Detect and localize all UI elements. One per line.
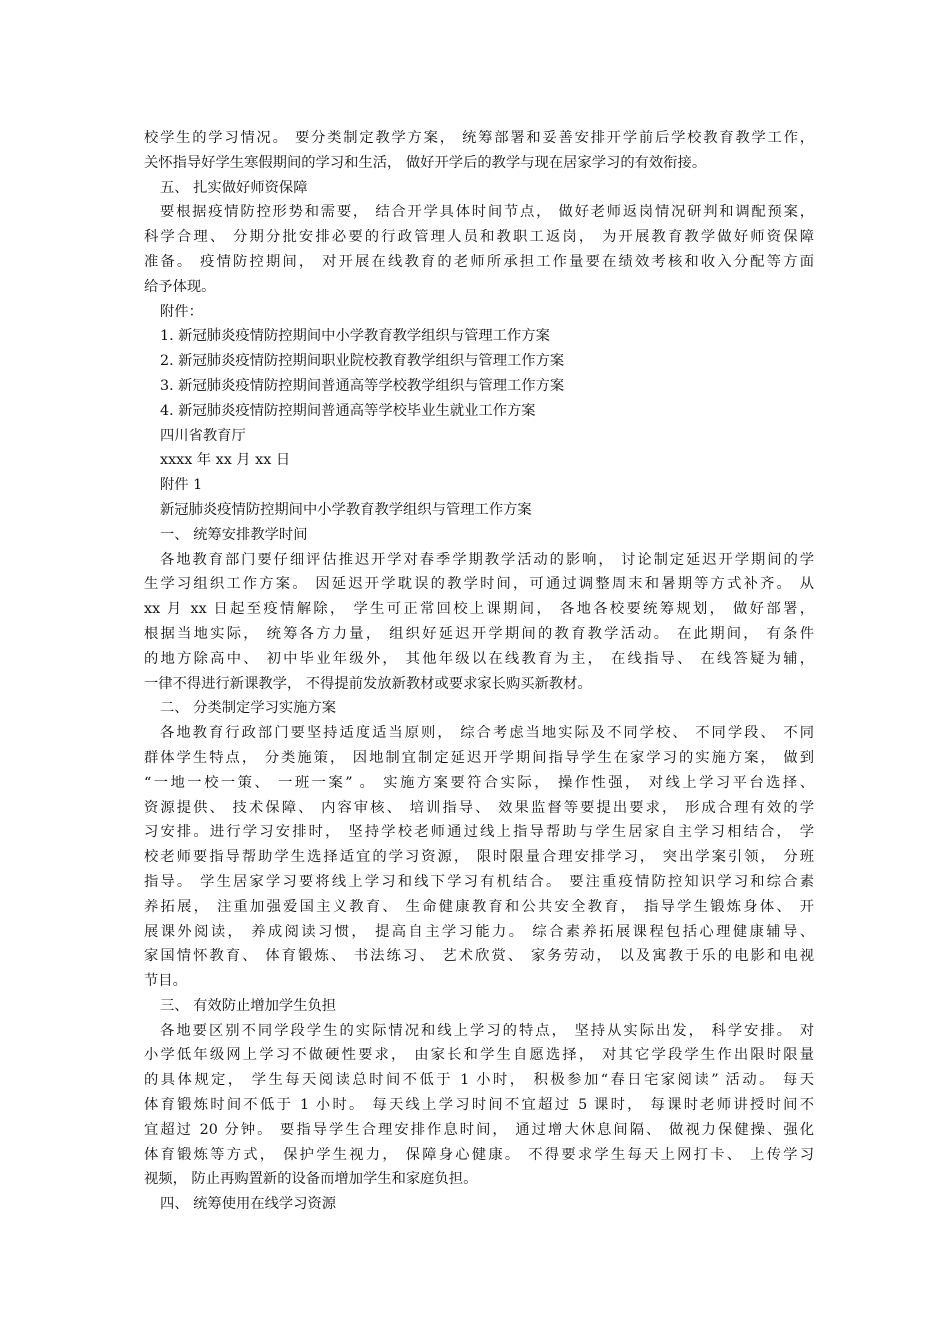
- text-line: 群体学生特点， 分类施策， 因地制宜制定延迟开学期间指导学生在家学习的实施方案， 做到: [144, 749, 814, 766]
- section-heading: 四、 统筹使用在线学习资源: [160, 1196, 337, 1213]
- attachment-item: 2. 新冠肺炎疫情防控期间职业院校教育教学组织与管理工作方案: [160, 353, 565, 370]
- text-line: 养拓展， 注重加强爱国主义教育、 生命健康教育和公共安全教育， 指导学生锻炼身体、 开: [144, 898, 814, 915]
- document-body: [144, 126, 814, 1217]
- text-line: 校老师要指导帮助学生选择适宜的学习资源， 限时限量合理安排学习， 突出学案引领， 分班: [144, 849, 814, 866]
- section-heading: 二、 分类制定学习实施方案: [160, 700, 337, 717]
- text-line: 各地教育部门要仔细评估推迟开学对春季学期教学活动的影响， 讨论制定延迟开学期间的学: [160, 551, 814, 568]
- text-line: 习安排。进行学习安排时， 坚持学校老师通过线上指导帮助与学生居家自主学习相结合， 学: [144, 824, 814, 841]
- text-line: 要根据疫情防控形势和需要， 结合开学具体时间节点， 做好老师返岗情况研判和调配预案，: [160, 204, 814, 221]
- issue-date: xxxx 年 xx 月 xx 日: [160, 452, 291, 469]
- text-line: 关怀指导好学生寒假期间的学习和生活， 做好开学后的教学与现在居家学习的有效衔接。: [144, 154, 707, 171]
- text-line: xx 月 xx 日起至疫情解除， 学生可正常回校上课期间， 各地各校要统筹规划， 做好部署，: [144, 601, 814, 618]
- attachment-label: 附件 1: [160, 477, 203, 494]
- text-line: 体育锻炼等方式， 保护学生视力， 保障身心健康。 不得要求学生每天上网打卡、 上传学习: [144, 1146, 814, 1163]
- section-heading: 一、 统筹安排教学时间: [160, 526, 308, 543]
- section-heading: 五、 扎实做好师资保障: [160, 179, 308, 196]
- text-line: 各地要区别不同学段学生的实际情况和线上学习的特点， 坚持从实际出发， 科学安排。 对: [160, 1022, 814, 1039]
- text-line: 根据当地实际， 统筹各方力量， 组织好延迟开学期间的教育教学活动。 在此期间， 有条件: [144, 625, 814, 642]
- text-line: 的地方除高中、 初中毕业年级外， 其他年级以在线教育为主， 在线指导、 在线答疑为辅，: [144, 650, 814, 667]
- text-line: 家国情怀教育、 体育锻炼、 书法练习、 艺术欣赏、 家务劳动， 以及寓教于乐的电影和电视: [144, 948, 814, 965]
- text-line: 体育锻炼时间不低于 1 小时。 每天线上学习时间不宜超过 5 课时， 每课时老师讲授时间不: [144, 1097, 814, 1114]
- text-line: 宜超过 20 分钟。 要指导学生合理安排作息时间， 通过增大休息间隔、 做视力保健操、强化: [144, 1121, 814, 1138]
- text-line: 一律不得进行新课教学， 不得提前发放新教材或要求家长购买新教材。: [144, 675, 592, 692]
- text-line: 展课外阅读， 养成阅读习惯， 提高自主学习能力。 综合素养拓展课程包括心理健康辅导、: [144, 923, 814, 940]
- attachment-heading: 附件：: [160, 303, 203, 320]
- attachment-item: 3. 新冠肺炎疫情防控期间普通高等学校教学组织与管理工作方案: [160, 377, 565, 394]
- text-line: 各地教育行政部门要坚持适度适当原则， 综合考虑当地实际及不同学校、 不同学段、 不同: [160, 725, 814, 742]
- document-title: 新冠肺炎疫情防控期间中小学教育教学组织与管理工作方案: [160, 501, 532, 518]
- attachment-item: 4. 新冠肺炎疫情防控期间普通高等学校毕业生就业工作方案: [160, 402, 536, 419]
- section-heading: 三、 有效防止增加学生负担: [160, 997, 337, 1014]
- text-line: 准备。 疫情防控期间， 对开展在线教育的老师所承担工作量要在绩效考核和收入分配等方面: [144, 253, 814, 270]
- text-line: 校学生的学习情况。 要分类制定教学方案， 统筹部署和妥善安排开学前后学校教育教学工作，: [144, 130, 814, 146]
- text-line: 科学合理、 分期分批安排必要的行政管理人员和教职工返岗， 为开展教育教学做好师资保障: [144, 229, 814, 246]
- text-line: 小学低年级网上学习不做硬性要求， 由家长和学生自愿选择， 对其它学段学生作出限时限量: [144, 1047, 814, 1064]
- attachment-item: 1. 新冠肺炎疫情防控期间中小学教育教学组织与管理工作方案: [160, 328, 550, 345]
- text-line: 给予体现。: [144, 278, 216, 295]
- text-line: 生学习组织工作方案。 因延迟开学耽误的教学时间，可通过调整周末和暑期等方式补齐。 从: [144, 576, 814, 593]
- text-line: 的具体规定， 学生每天阅读总时间不低于 1 小时， 积极参加“春日宅家阅读” 活动。 每天: [144, 1072, 814, 1089]
- issuer: 四川省教育厅: [160, 427, 246, 444]
- text-line: 视频， 防止再购置新的设备而增加学生和家庭负担。: [144, 1171, 478, 1188]
- text-line: 资源提供、 技术保障、 内容审核、 培训指导、 效果监督等要提出要求， 形成合理有效的学: [144, 799, 814, 816]
- text-line: 节目。: [144, 973, 187, 990]
- text-line: “一地一校一策、 一班一案” 。 实施方案要符合实际， 操作性强， 对线上学习平台选择、: [144, 774, 814, 791]
- text-line: 指导。 学生居家学习要将线上学习和线下学习有机结合。 要注重疫情防控知识学习和综合素: [144, 873, 814, 890]
